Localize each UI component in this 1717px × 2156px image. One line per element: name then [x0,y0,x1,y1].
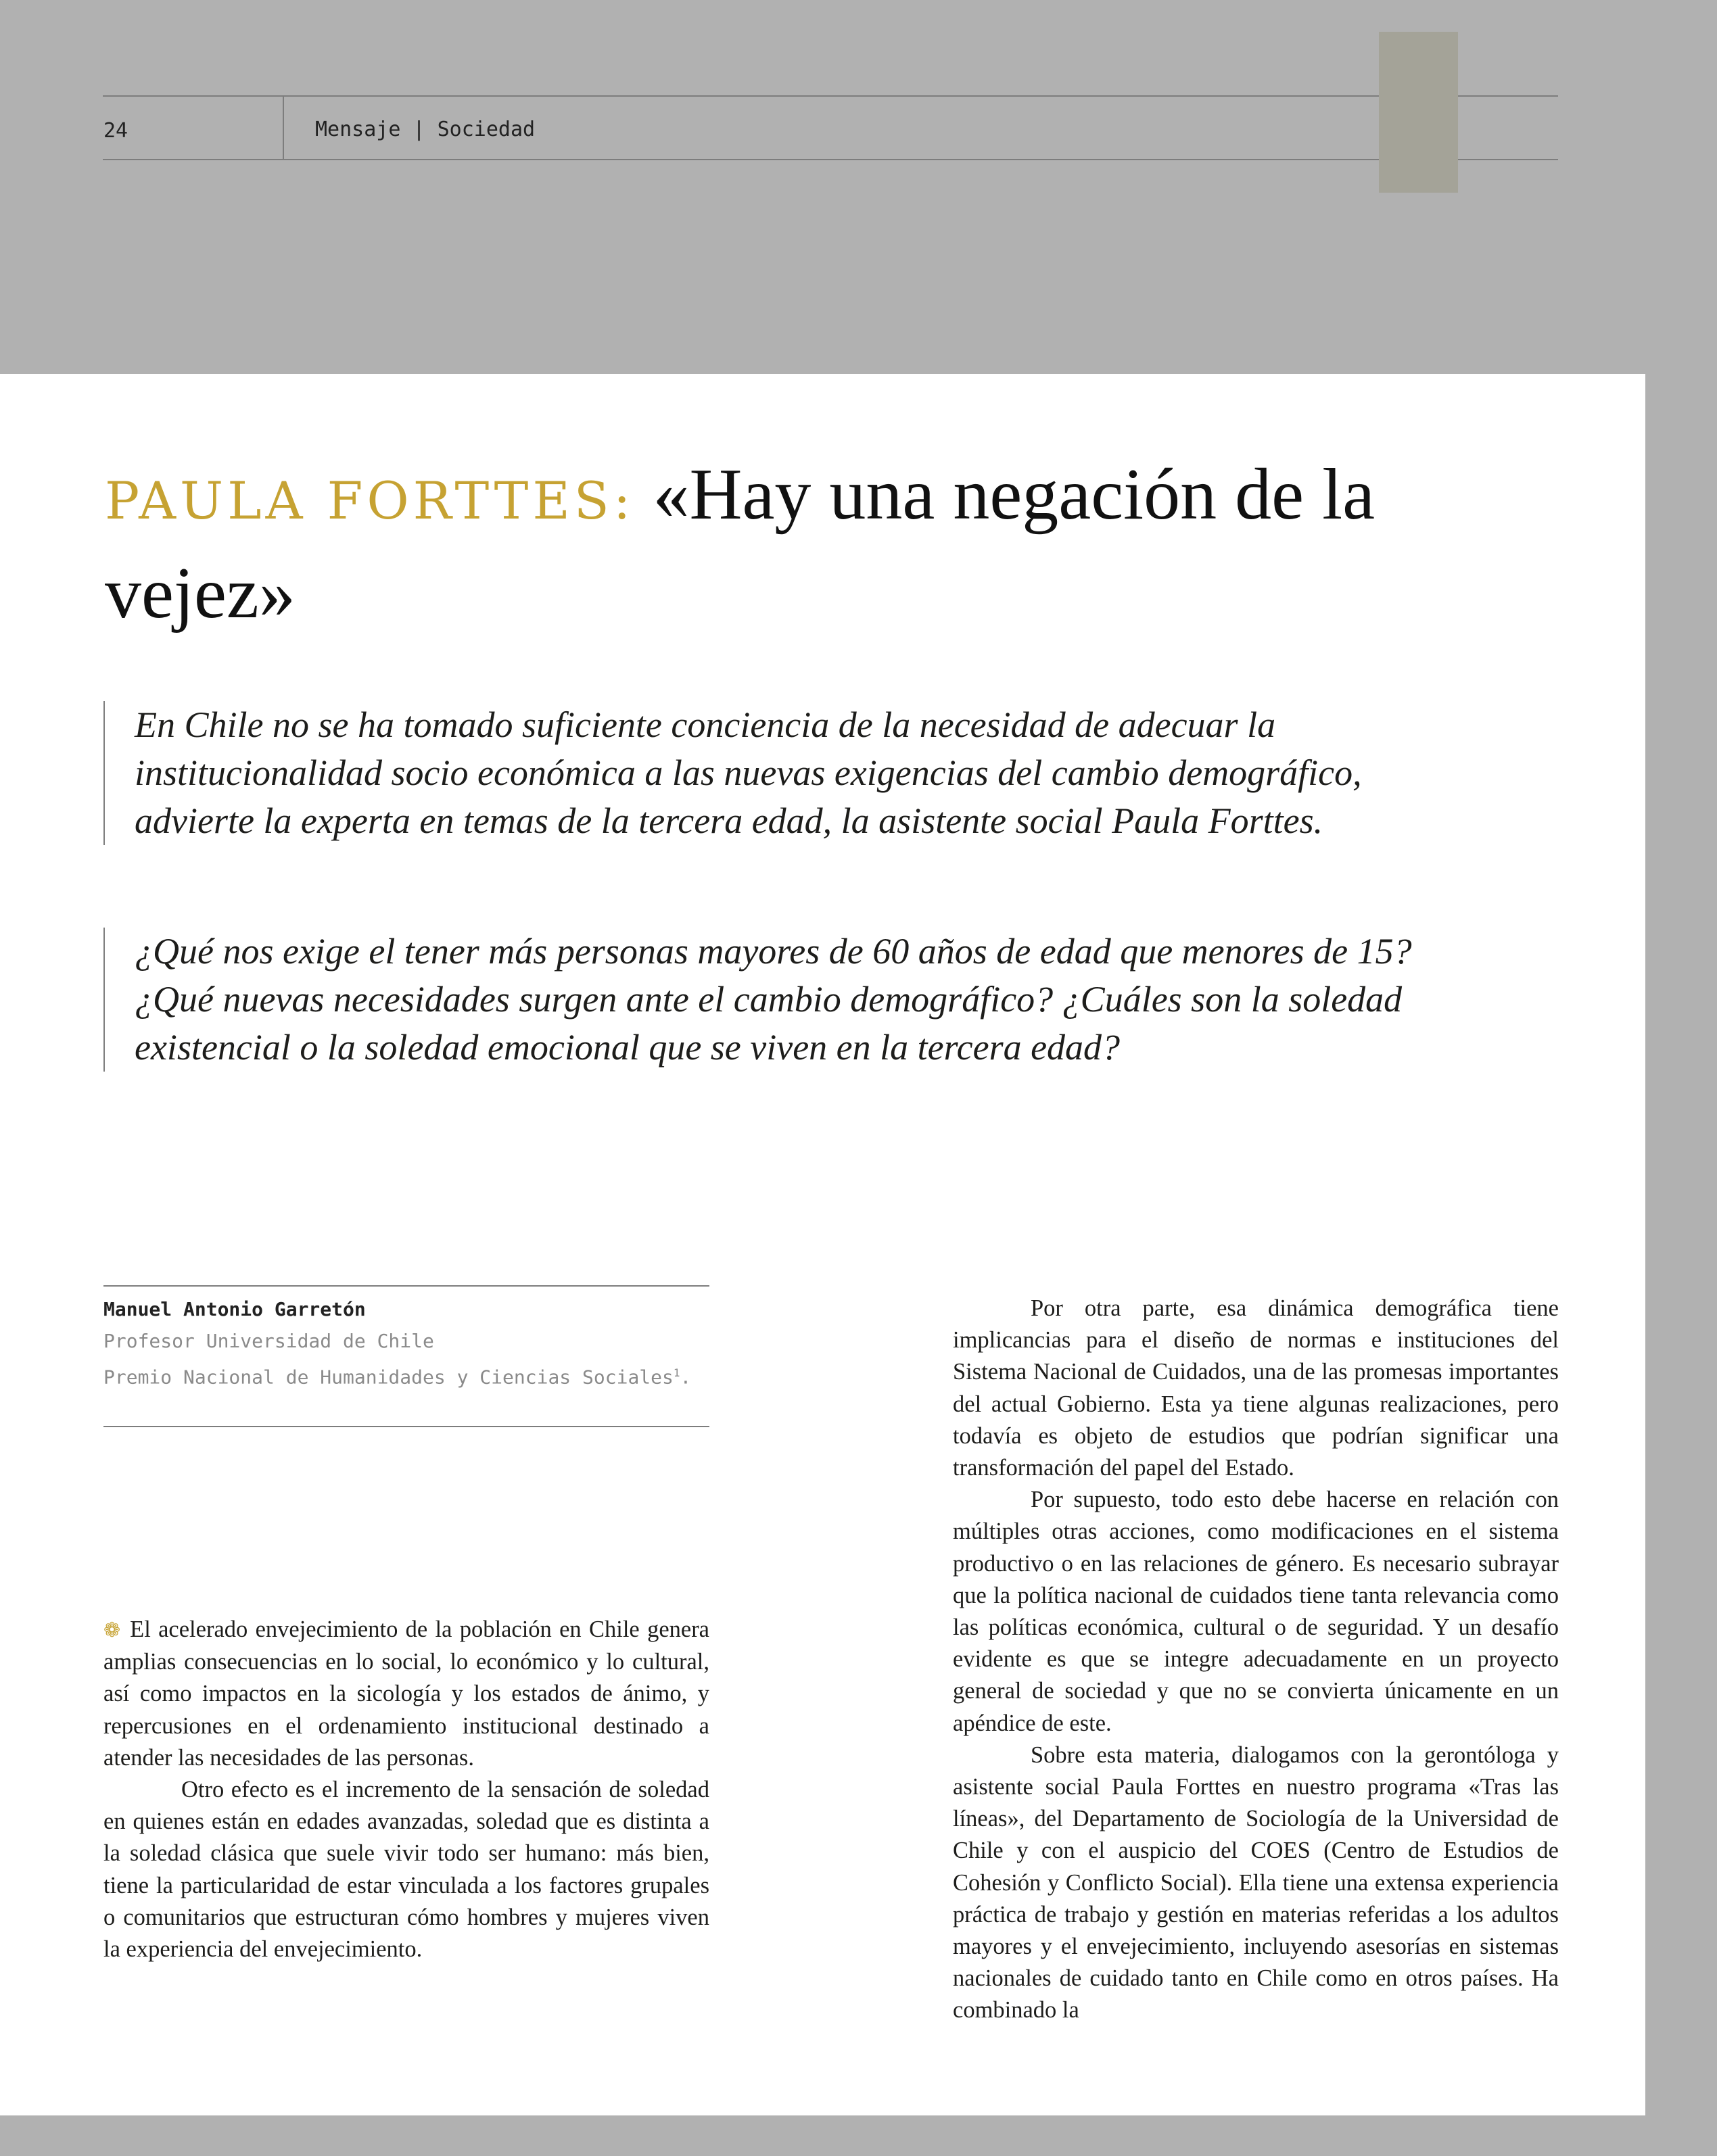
body-paragraph: Sobre esta materia, dialogamos con la gerontóloga y asistente social Paula Forttes en nuestro programa «Tras las líneas», del Departamento de Sociología de la Universidad de Chile y con el auspicio del COES (Centro de Estudios de Cohesión y Conflicto Social). Ella tiene una extensa experiencia práctica de trabajo y gestión en materias referidas a los adultos mayores y el envejecimiento, incluyendo asesorías en sistemas nacionales de cuidado tanto en Chile como en otros países. Ha combinado la [953,1742,1559,2023]
author-role-2-end: . [680,1366,692,1389]
ornament-icon: ❁ [103,1619,121,1642]
lead-text: En Chile no se ha tomado suficiente conciencia de la necesidad de adecuar la institucionalidad socio económica a las nuevas exigencias del cambio demográfico, advierte la experta en temas de la tercera edad, la asistente social Paula Forttes. [135,704,1362,841]
body-paragraph [103,1614,709,1774]
body-column-left [103,1614,709,1965]
headline-kicker: PAULA FORTTES: [105,471,635,531]
body-paragraph-text: El acelerado envejecimiento de la población en Chile genera amplias consecuencias en lo social, lo económico y lo cultural, así como impactos en la sicología y los estados de ánimo, y repercusiones en el ordenamiento institucional destinado a atender las necesidades de las personas. [103,1616,709,1771]
header-divider [283,96,284,160]
author-name: Manuel Antonio Garretón [103,1298,366,1320]
body-paragraph: Por otra parte, esa dinámica demográfica tiene implicancias para el diseño de normas e instituciones del Sistema Nacional de Cuidados, una de las promesas importantes del actual Gobierno. Esta ya tiene algunas realizaciones, pero todavía es objeto de estudios que podrían significar una transformación del papel del Estado. [953,1295,1559,1481]
headline-title: «Hay una negación de la vejez» [105,454,1375,633]
author-credit [103,1285,709,1427]
section-label: Mensaje | Sociedad [315,118,536,141]
header-bottom-rule [103,159,1558,160]
questions-paragraph [103,928,1433,1072]
article-headline [105,448,1559,640]
footnote-mark[interactable]: 1 [673,1366,680,1379]
body-paragraph: Otro efecto es el incremento de la sensación de soledad en quienes están en edades avanzadas, soledad que es distinta a la soledad clásica que suele vivir todo ser humano: más bien, tiene la particularidad de estar vinculada a los factores grupales o comunitarios que estructuran cómo hombres y mujeres viven la experiencia del envejecimiento. [103,1777,709,1963]
page-number: 24 [103,119,128,143]
questions-text: ¿Qué nos exige el tener más personas mayores de 60 años de edad que menores de 15? ¿Qué nuevas necesidades surgen ante el cambio demográfico? ¿Cuáles son la soledad existencial o la soledad emocional que se viven en la tercera edad? [135,931,1412,1068]
section-tab-marker [1379,32,1458,193]
body-paragraph: Por supuesto, todo esto debe hacerse en relación con múltiples otras acciones, como modificaciones en el sistema productivo o en las relaciones de género. Es necesario subrayar que la política nacional de cuidados tiene tanta relevancia como las políticas económica, cultural o de seguridad. Y un desafío evidente es que se integre adecuadamente en un proyecto general de sociedad y que no se convierta únicamente en un apéndice de este. [953,1487,1559,1736]
body-column-right [953,1293,1559,2027]
header-top-rule [103,95,1558,97]
lead-paragraph [103,701,1433,845]
author-role-2-text: Premio Nacional de Humanidades y Ciencias Sociales [103,1366,674,1389]
author-role-1: Profesor Universidad de Chile [103,1330,434,1352]
author-role-2 [103,1357,709,1393]
